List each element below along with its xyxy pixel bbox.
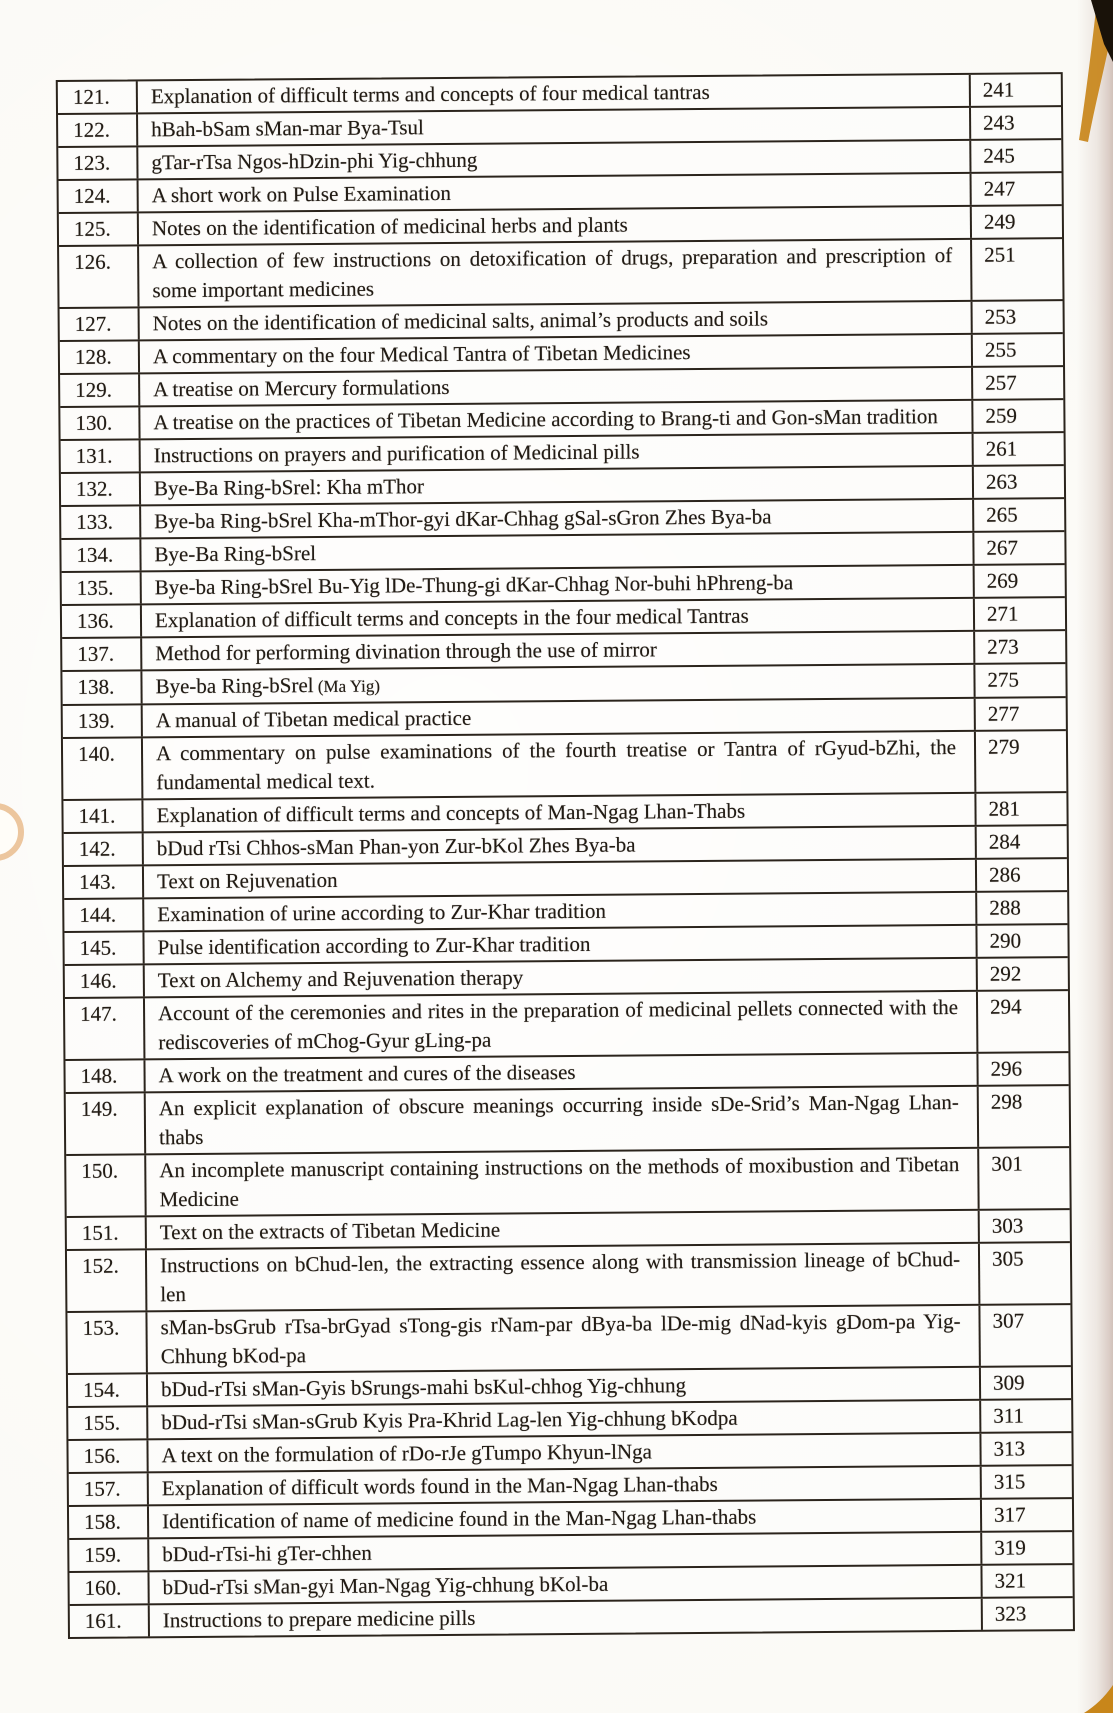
entry-page: 319	[994, 1535, 1026, 1560]
entry-number: 138.	[62, 671, 142, 704]
entry-title: Explanation of difficult terms and concepts of four medical tantras	[138, 75, 971, 113]
entry-title: Notes on the identification of medicinal salts, animal’s products and soils	[140, 302, 973, 340]
entry-page: 286	[988, 862, 1021, 887]
entry-number: 140.	[63, 738, 143, 799]
entry-title: A work on the treatment and cures of the diseases	[145, 1054, 978, 1092]
entry-page: 301	[991, 1151, 1023, 1176]
entry-page: 245	[983, 143, 1015, 168]
entry-title: Bye-ba Ring-bSrel Bu-Yig lDe-Thung-gi dKar-Chhag Nor-buhi hPhreng-ba	[142, 566, 975, 604]
entry-title: Account of the ceremonies and rites in the preparation of medicinal pellets connected with the rediscoveries of mChog-Gyur gLing-pa	[145, 992, 978, 1059]
entry-title: bDud-rTsi sMan-sGrub Kyis Pra-Khrid Lag-len Yig-chhung bKodpa	[148, 1401, 981, 1439]
entry-title: gTar-rTsa Ngos-hDzin-phi Yig-chhung	[138, 141, 971, 179]
entry-title: A short work on Pulse Examination	[139, 174, 972, 212]
entry-page: 243	[983, 110, 1015, 135]
entry-page: 323	[994, 1601, 1027, 1626]
entry-title: bDud-rTsi sMan-Gyis bSrungs-mahi bsKul-chhog Yig-chhung	[148, 1368, 981, 1406]
entry-title: A text on the formulation of rDo-rJe gTumpo Khyun-lNga	[148, 1434, 981, 1472]
entry-number: 121.	[58, 81, 138, 113]
entry-page: 247	[983, 176, 1016, 201]
entry-title: bDud rTsi Chhos-sMan Phan-yon Zur-bKol Zhes Bya-ba	[144, 827, 977, 865]
entry-page: 284	[988, 829, 1021, 854]
entry-number: 154.	[68, 1374, 148, 1406]
entry-number: 148.	[65, 1060, 145, 1092]
entry-title: A treatise on Mercury formulations	[140, 368, 973, 406]
binder-hole	[0, 806, 21, 858]
entry-title: Examination of urine according to Zur-Khar tradition	[144, 893, 977, 931]
entry-page: 290	[989, 928, 1022, 953]
entry-title: An incomplete manuscript containing instructions on the methods of moxibustion and Tibetan Medicine	[146, 1149, 979, 1216]
entry-page: 315	[993, 1469, 1026, 1494]
entry-number: 147.	[65, 998, 145, 1059]
entry-page: 251	[984, 242, 1016, 267]
entry-page: 263	[985, 469, 1018, 494]
entry-title: Method for performing divination through the use of mirror	[142, 632, 975, 670]
right-edge-shadow	[1077, 0, 1113, 1713]
entry-title: Instructions to prepare medicine pills	[150, 1599, 983, 1637]
entry-number: 139.	[63, 705, 143, 737]
table-row	[65, 991, 1068, 1061]
entry-title: A treatise on the practices of Tibetan Medicine according to Brang-ti and Gon-sMan tradition	[140, 401, 973, 439]
entry-title: Bye-ba Ring-bSrel (Ma Yig)	[142, 665, 975, 704]
entry-number: 155.	[68, 1407, 148, 1439]
entry-page: 269	[986, 568, 1019, 593]
entry-page: 277	[987, 701, 1020, 726]
entry-number: 126.	[59, 246, 139, 307]
entry-page: 261	[985, 436, 1018, 461]
entry-number: 135.	[62, 572, 142, 604]
entry-title: bDud-rTsi sMan-gyi Man-Ngag Yig-chhung bKol-ba	[149, 1566, 982, 1604]
entry-number: 157.	[69, 1473, 149, 1505]
table-row	[66, 1148, 1069, 1218]
entry-page: 265	[986, 502, 1018, 527]
entry-title: A collection of few instructions on detoxification of drugs, preparation and prescription of some important medicines	[139, 240, 972, 307]
entry-page: 273	[987, 634, 1019, 659]
entry-page: 259	[985, 403, 1018, 428]
entry-number: 141.	[63, 800, 143, 832]
entry-page: 257	[985, 370, 1017, 395]
entry-number: 161.	[70, 1605, 150, 1637]
entry-number: 124.	[59, 180, 139, 212]
entry-number: 122.	[58, 114, 138, 146]
entry-title: Explanation of difficult terms and concepts in the four medical Tantras	[142, 599, 975, 637]
entry-title: Bye-Ba Ring-bSrel	[141, 533, 974, 571]
entry-number: 128.	[60, 341, 140, 373]
entry-page: 317	[993, 1502, 1026, 1527]
table-row	[63, 731, 1066, 801]
entry-title: sMan-bsGrub rTsa-brGyad sTong-gis rNam-par dBya-ba lDe-mig dNad-kyis gDom-pa Yig-Chhung bKod-pa	[147, 1306, 980, 1373]
entry-number: 123.	[58, 147, 138, 179]
entry-title: Explanation of difficult words found in the Man-Ngag Lhan-thabs	[149, 1467, 982, 1505]
entry-number: 130.	[60, 407, 140, 439]
entry-number: 160.	[69, 1572, 149, 1604]
entry-title: Instructions on bChud-len, the extracting essence along with transmission lineage of bChud-len	[147, 1244, 980, 1311]
entry-number: 156.	[68, 1440, 148, 1472]
entry-number: 132.	[61, 473, 141, 505]
entry-title: A commentary on pulse examinations of the fourth treatise or Tantra of rGyud-bZhi, the fundamental medical text.	[143, 732, 976, 799]
entry-number: 145.	[64, 932, 144, 964]
entry-title: Bye-ba Ring-bSrel Kha-mThor-gyi dKar-Chhag gSal-sGron Zhes Bya-ba	[141, 500, 974, 538]
entry-title: bDud-rTsi-hi gTer-chhen	[149, 1533, 982, 1571]
entry-page: 307	[992, 1308, 1025, 1333]
entry-page: 249	[983, 209, 1016, 234]
entry-number: 159.	[69, 1539, 149, 1571]
entry-number: 134.	[61, 539, 141, 571]
entry-number: 153.	[67, 1312, 147, 1373]
entry-number: 142.	[64, 833, 144, 865]
entry-number: 136.	[62, 605, 142, 637]
entry-number: 127.	[60, 308, 140, 340]
entry-number: 146.	[65, 965, 145, 997]
entry-title: Identification of name of medicine found in the Man-Ngag Lhan-thabs	[149, 1500, 982, 1538]
table-row	[59, 239, 1062, 309]
entry-page: 271	[986, 601, 1019, 626]
entry-title: Text on the extracts of Tibetan Medicine	[147, 1211, 980, 1249]
table-row	[66, 1086, 1069, 1156]
toc-table	[56, 72, 1075, 1639]
entry-number: 131.	[61, 440, 141, 472]
entry-page: 281	[988, 796, 1021, 821]
entry-page: 305	[991, 1246, 1024, 1271]
entry-title: hBah-bSam sMan-mar Bya-Tsul	[138, 108, 971, 146]
entry-page: 296	[990, 1056, 1023, 1081]
entry-title-note: (Ma Yig)	[313, 676, 381, 697]
entry-number: 152.	[67, 1250, 147, 1311]
table-row	[67, 1243, 1070, 1313]
entry-number: 150.	[66, 1155, 146, 1216]
entry-number: 158.	[69, 1506, 149, 1538]
entry-number: 144.	[64, 899, 144, 931]
entry-title: Explanation of difficult terms and concepts of Man-Ngag Lhan-Thabs	[143, 794, 976, 832]
entry-number: 149.	[66, 1093, 146, 1154]
entry-number: 125.	[59, 213, 139, 245]
table-row	[70, 1598, 1073, 1637]
entry-title: An explicit explanation of obscure meanings occurring inside sDe-Srid’s Man-Ngag Lhan-thabs	[146, 1087, 979, 1154]
entry-title: Text on Rejuvenation	[144, 860, 977, 898]
entry-title: Instructions on prayers and purification of Medicinal pills	[141, 434, 974, 472]
entry-number: 133.	[61, 506, 141, 538]
entry-page: 275	[987, 667, 1020, 692]
entry-number: 129.	[60, 374, 140, 406]
entry-title: A manual of Tibetan medical practice	[143, 699, 976, 737]
entry-number: 137.	[62, 638, 142, 670]
entry-page: 279	[987, 734, 1020, 759]
table-row	[67, 1305, 1070, 1375]
entry-page: 292	[989, 961, 1022, 986]
entry-page: 309	[992, 1370, 1025, 1395]
entry-page: 253	[984, 304, 1017, 329]
entry-page: 241	[982, 77, 1015, 102]
entry-page: 288	[989, 895, 1021, 920]
entry-title: Notes on the identification of medicinal herbs and plants	[139, 207, 972, 245]
entry-page: 311	[993, 1403, 1025, 1428]
entry-number: 151.	[67, 1217, 147, 1249]
entry-page: 303	[991, 1213, 1024, 1238]
entry-title: A commentary on the four Medical Tantra of Tibetan Medicines	[140, 335, 973, 373]
entry-page: 298	[990, 1089, 1023, 1114]
entry-page: 267	[986, 535, 1019, 560]
entry-title: Bye-Ba Ring-bSrel: Kha mThor	[141, 467, 974, 505]
entry-title: Text on Alchemy and Rejuvenation therapy	[145, 959, 978, 997]
entry-page: 321	[994, 1568, 1027, 1593]
entry-title: Pulse identification according to Zur-Khar tradition	[144, 926, 977, 964]
entry-number: 143.	[64, 866, 144, 898]
entry-page: 255	[984, 337, 1017, 362]
entry-page: 294	[989, 994, 1022, 1019]
entry-page: 313	[993, 1436, 1026, 1461]
